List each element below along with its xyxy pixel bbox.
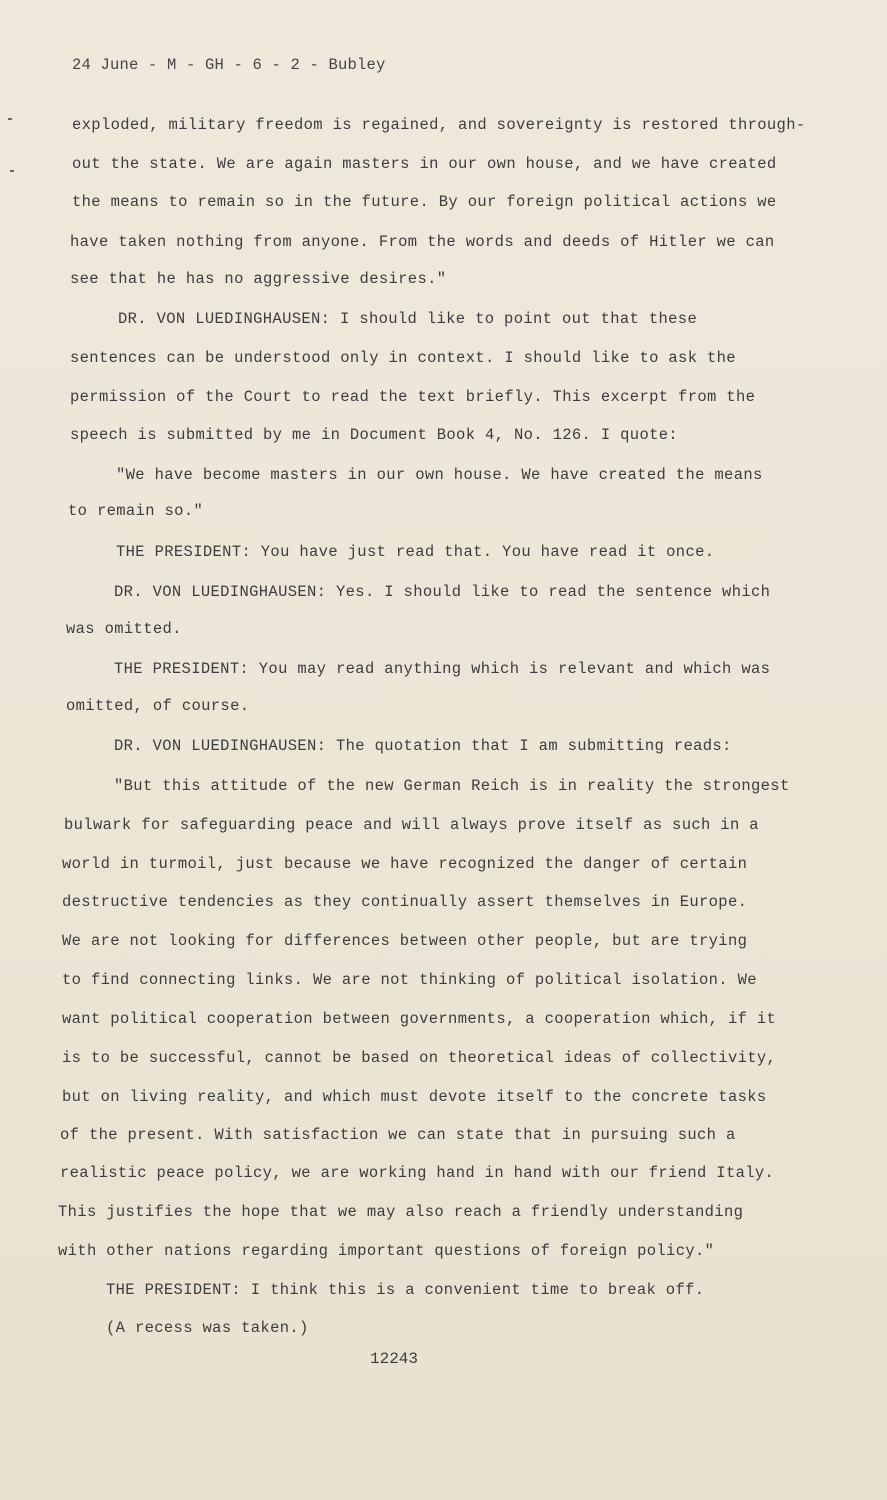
- text-line: DR. VON LUEDINGHAUSEN: Yes. I should like to read the sentence which: [114, 583, 771, 601]
- text-line: world in turmoil, just because we have recognized the danger of certain: [62, 855, 748, 873]
- text-line: This justifies the hope that we may also reach a friendly understanding: [58, 1203, 744, 1221]
- text-line: of the present. With satisfaction we can state that in pursuing such a: [60, 1126, 736, 1144]
- text-line: see that he has no aggressive desires.": [70, 270, 447, 288]
- text-line: (A recess was taken.): [106, 1319, 309, 1337]
- text-line: DR. VON LUEDINGHAUSEN: I should like to point out that these: [118, 310, 698, 328]
- text-line: want political cooperation between governments, a cooperation which, if it: [62, 1010, 777, 1028]
- text-line: with other nations regarding important questions of foreign policy.": [58, 1242, 715, 1260]
- text-line: but on living reality, and which must devote itself to the concrete tasks: [62, 1088, 767, 1106]
- text-line: permission of the Court to read the text briefly. This excerpt from the: [70, 388, 756, 406]
- text-line: was omitted.: [66, 620, 182, 638]
- text-line: DR. VON LUEDINGHAUSEN: The quotation that I am submitting reads:: [114, 737, 732, 755]
- text-line: realistic peace policy, we are working hand in hand with our friend Italy.: [60, 1164, 775, 1182]
- text-line: sentences can be understood only in context. I should like to ask the: [70, 349, 736, 367]
- text-line: THE PRESIDENT: I think this is a convenient time to break off.: [106, 1281, 705, 1299]
- text-line: "We have become masters in our own house. We have created the means: [116, 466, 763, 484]
- text-line: have taken nothing from anyone. From the words and deeds of Hitler we can: [70, 233, 775, 251]
- text-line: We are not looking for differences between other people, but are trying: [62, 932, 748, 950]
- text-line: exploded, military freedom is regained, and sovereignty is restored through-: [72, 116, 806, 134]
- text-line: THE PRESIDENT: You have just read that. You have read it once.: [116, 543, 715, 561]
- text-line: out the state. We are again masters in our own house, and we have created: [72, 155, 777, 173]
- margin-mark: [10, 170, 14, 172]
- text-line: omitted, of course.: [66, 697, 250, 715]
- text-line: to remain so.": [68, 502, 204, 520]
- text-line: the means to remain so in the future. By our foreign political actions we: [72, 193, 777, 211]
- text-line: is to be successful, cannot be based on theoretical ideas of collectivity,: [62, 1049, 777, 1067]
- page-header: 24 June - M - GH - 6 - 2 - Bubley: [72, 56, 386, 74]
- text-line: "But this attitude of the new German Reich is in reality the strongest: [114, 777, 790, 795]
- text-line: THE PRESIDENT: You may read anything which is relevant and which was: [114, 660, 771, 678]
- margin-mark: [8, 118, 12, 120]
- text-line: bulwark for safeguarding peace and will always prove itself as such in a: [64, 816, 759, 834]
- page-number: 12243: [370, 1350, 419, 1368]
- text-line: destructive tendencies as they continually assert themselves in Europe.: [62, 893, 748, 911]
- text-line: speech is submitted by me in Document Book 4, No. 126. I quote:: [70, 426, 679, 444]
- text-line: to find connecting links. We are not thinking of political isolation. We: [62, 971, 757, 989]
